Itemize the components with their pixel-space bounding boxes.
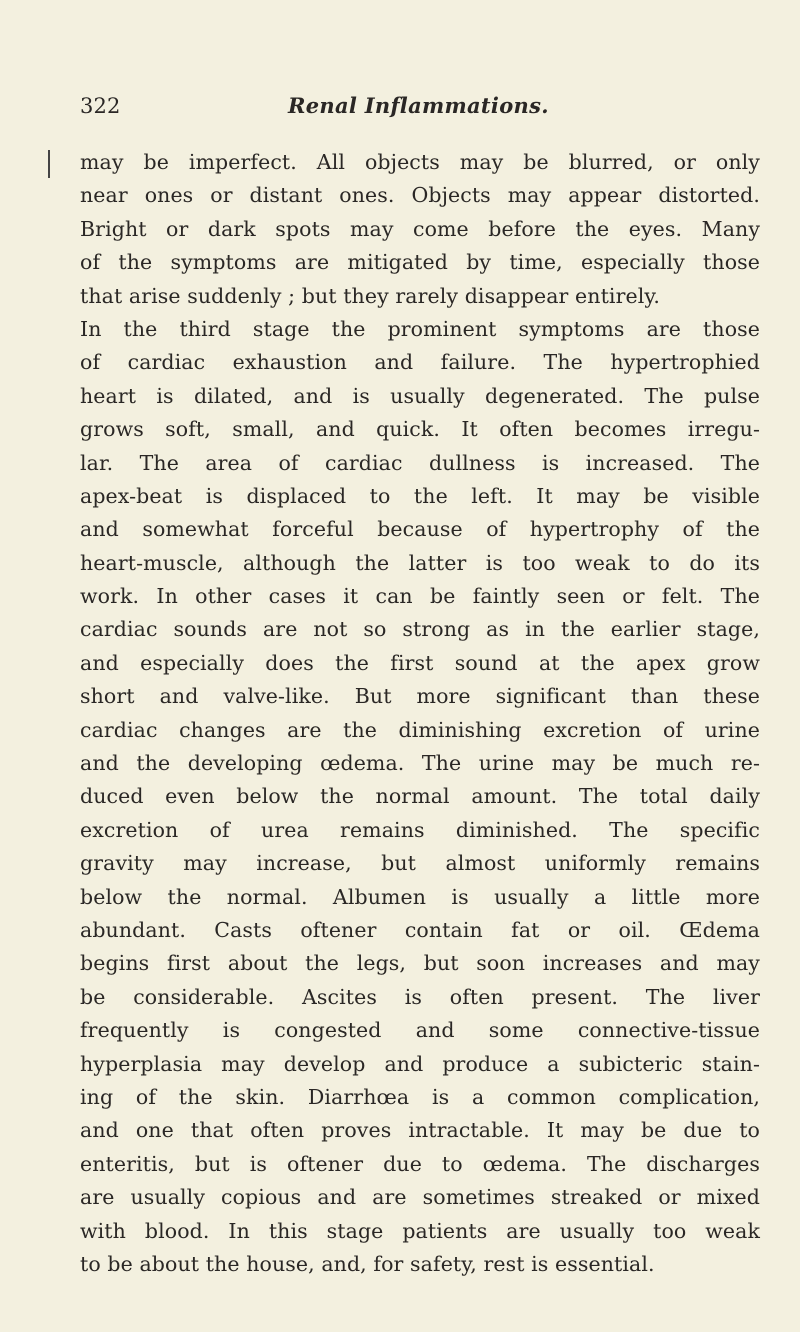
text-line: grows soft, small, and quick. It often becomes irregu-: [80, 417, 760, 442]
text-line: are usually copious and are sometimes streaked or mixed: [80, 1185, 760, 1210]
text-line: and especially does the first sound at the apex grow: [80, 650, 760, 675]
text-line: and somewhat forceful because of hypertrophy of the: [80, 517, 760, 542]
text-line: cardiac changes are the diminishing excretion of urine: [80, 717, 760, 742]
text-line: heart is dilated, and is usually degenerated. The pulse: [80, 383, 760, 408]
text-line: short and valve-like. But more significant than these: [80, 684, 760, 709]
margin-mark: [48, 150, 50, 178]
page-number: 322: [80, 94, 121, 118]
text-line: that arise suddenly ; but they rarely disappear entirely.: [80, 283, 660, 308]
text-line: ing of the skin. Diarrhœa is a common complication,: [80, 1084, 760, 1109]
text-line: enteritis, but is oftener due to œdema. The discharges: [80, 1151, 760, 1176]
text-line: hyperplasia may develop and produce a subicteric stain-: [80, 1051, 760, 1076]
text-line: with blood. In this stage patients are usually too weak: [80, 1218, 760, 1243]
text-line: to be about the house, and, for safety, rest is essential.: [80, 1251, 655, 1276]
text-line: of cardiac exhaustion and failure. The hypertrophied: [80, 350, 760, 375]
text-line: and one that often proves intractable. It may be due to: [80, 1118, 760, 1143]
text-line: work. In other cases it can be faintly seen or felt. The: [80, 584, 760, 609]
text-line: Bright or dark spots may come before the eyes. Many: [80, 216, 760, 241]
text-line: begins first about the legs, but soon increases and may: [80, 951, 760, 976]
text-line: apex-beat is displaced to the left. It may be visible: [80, 483, 760, 508]
text-line: frequently is congested and some connective-tissue: [80, 1018, 760, 1043]
text-line: be considerable. Ascites is often present. The liver: [80, 984, 760, 1009]
text-line: below the normal. Albumen is usually a little more: [80, 884, 760, 909]
text-line: near ones or distant ones. Objects may appear distorted.: [80, 183, 760, 208]
text-line: abundant. Casts oftener contain fat or oil. Œdema: [80, 917, 760, 942]
text-line: duced even below the normal amount. The total daily: [80, 784, 760, 809]
text-line: cardiac sounds are not so strong as in the earlier stage,: [80, 617, 760, 642]
running-title: Renal Inflammations.: [288, 93, 549, 118]
text-line: lar. The area of cardiac dullness is increased. The: [80, 450, 760, 475]
text-line: heart-muscle, although the latter is too weak to do its: [80, 550, 760, 575]
text-line: excretion of urea remains diminished. The specific: [80, 817, 760, 842]
text-line: and the developing œdema. The urine may be much re-: [80, 751, 760, 776]
text-line: of the symptoms are mitigated by time, especially those: [80, 250, 760, 275]
text-line: may be imperfect. All objects may be blurred, or only: [80, 150, 760, 174]
body-text: [80, 146, 760, 1281]
page-header: [80, 90, 800, 122]
text-line: In the third stage the prominent symptoms are those: [80, 316, 760, 341]
text-line: gravity may increase, but almost uniformly remains: [80, 851, 760, 876]
